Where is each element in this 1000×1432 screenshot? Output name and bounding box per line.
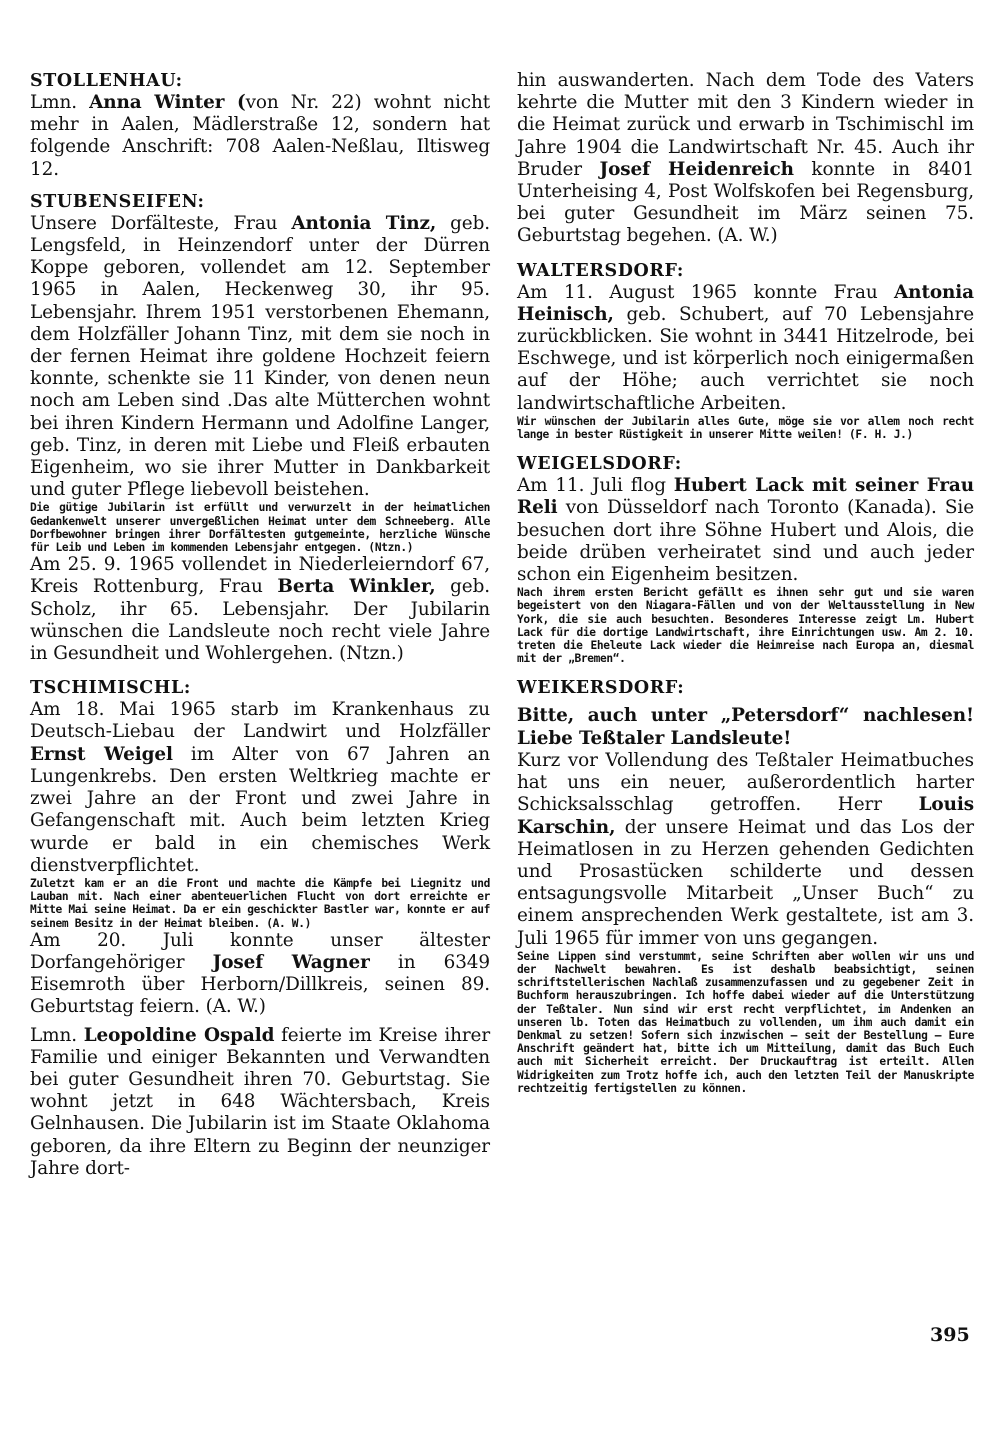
person-name: Antonia Tinz,	[291, 212, 437, 234]
stubenseifen-paragraph-2	[30, 554, 490, 665]
person-name: Louis Karschin,	[517, 794, 974, 838]
text-run: in 6349 Eisemroth über Herborn/Dillkreis, seinen 89. Geburtstag feiern. (A. W.)	[30, 951, 491, 1018]
text-run: Am 11. August 1965 konnte Frau	[517, 281, 895, 303]
person-name: Berta Winkler,	[277, 576, 436, 598]
section-heading-weigelsdorf: WEIGELSDORF:	[517, 454, 682, 475]
text-run: der unsere Heimat und das Los der Heimatlosen in zu Herzen gehenden Gedichten und Prosastücken schilderte und dessen entsagungsvolle Mitarbeit „Unser Buch“ zu einem ansprechenden Werk gestaltete, ist am 3. Juli 1965 für immer von uns gegangen.	[517, 816, 974, 949]
text-run: Am 18. Mai 1965 starb im Krankenhaus zu Deutsch-Liebau der Landwirt und Holzfäller	[30, 699, 490, 743]
stubenseifen-paragraph-1	[30, 213, 490, 502]
stollenhau-paragraph	[30, 92, 490, 181]
text-run: Kurz vor Vollendung des Teßtaler Heimatbuches hat uns ein neuer, außerordentlich harter Schicksalsschlag getroffen. Herr	[517, 749, 974, 816]
tschimischl-paragraph-2	[30, 930, 490, 1019]
text-run: Am 11. Juli flog	[517, 475, 674, 497]
weikersdorf-paragraph	[517, 750, 974, 950]
text-run: feierte im Kreise ihrer Familie und einiger Bekannten und Verwandten bei guter Gesundheit ihren 70. Geburtstag. Sie wohnt jetzt in 648 Wächtersbach, Kreis Gelnhausen. Die Jubilarin ist im Staate Oklahoma geboren, da ihre Eltern zu Beginn der neunziger Jahre dort-	[30, 1024, 491, 1179]
text-run: Lmn.	[30, 1024, 84, 1046]
section-heading-stollenhau: STOLLENHAU:	[30, 71, 183, 91]
page-number: 395	[930, 1324, 970, 1346]
tschimischl-small-paragraph: Zuletzt kam er an die Front und machte die Kämpfe bei Liegnitz und Lauban mit. Nach einer abenteuerlichen Flucht von dort erreichte er Mitte Mai seine Heimat. Da er ein geschickter Bastler war, konnte er auf seinem Besitz in der Heimat bleiben. (A. W.)	[30, 876, 490, 930]
person-name: Antonia Heinisch,	[517, 281, 974, 325]
stubenseifen-small-paragraph: Die gütige Jubilarin ist erfüllt und verwurzelt in der heimatlichen Gedankenwelt unserer unvergeßlichen Heimat unter dem Schneeberg. Alle Dorfbewohner bringen ihrer Dorfältesten gutgemeinte, herzliche Wünsche für Leib und Leben im kommenden Lebensjahr entgegen. (Ntzn.)	[30, 501, 490, 555]
weikersdorf-notice: Bitte, auch unter „Petersdorf“ nachlesen! Liebe Teßtaler Landsleute!	[517, 705, 974, 749]
right-column	[517, 70, 974, 1095]
tschimischl-paragraph-1	[30, 699, 490, 877]
section-heading-tschimischl: TSCHIMISCHL:	[30, 678, 191, 699]
section-heading-weikersdorf: WEIKERSDORF:	[517, 678, 685, 699]
text-run: hin auswanderten. Nach dem Tode des Vaters kehrte die Mutter mit den 3 Kindern wieder in die Heimat zurück und erwarb in Tschimischl im Jahre 1904 die Landwirtschaft Nr. 45. Auch ihr Bruder	[517, 70, 974, 180]
text-run: konnte in 8401 Unterheising 4, Post Wolfskofen bei Regensburg, bei guter Gesundheit im März seinen 75. Geburtstag begehen. (A. W.)	[517, 158, 974, 247]
weigelsdorf-small-paragraph: Nach ihrem ersten Bericht gefällt es ihnen sehr gut und sie waren begeistert von den Niagara-Fällen und von der Weltausstellung in New York, die sie auch besuchten. Besonderes Interesse zeigt Lm. Hubert Lack für die dortige Landwirtschaft, ihre Einrichtungen usw. Am 2. 10. treten die Eheleute Lack wieder die Heimreise nach Europa an, diesmal mit der „Bremen“.	[517, 586, 974, 666]
weigelsdorf-paragraph	[517, 475, 974, 586]
text-run: Lmn.	[30, 92, 90, 113]
waltersdorf-paragraph	[517, 282, 974, 415]
person-name: Josef Heidenreich	[599, 158, 794, 180]
left-column	[30, 70, 490, 1180]
person-name: Hubert Lack mit seiner Frau Reli	[517, 475, 974, 519]
text-run: geb. Schubert, auf 70 Lebensjahre zurückblicken. Sie wohnt in 3441 Hitzelrode, bei Eschwege, und ist körperlich noch einigermaßen auf der Höhe; auch verrichtet sie noch landwirtschaftliche Arbeiten.	[517, 303, 974, 414]
person-name: Anna Winter (	[89, 92, 246, 113]
text-run: von Nr. 22) wohnt nicht mehr in Aalen, Mädlerstraße 12, sondern hat folgende Anschrift: 708 Aalen-Neßlau, Iltisweg 12.	[30, 92, 491, 180]
section-heading-waltersdorf: WALTERSDORF:	[517, 260, 684, 281]
person-name: Leopoldine Ospald	[83, 1024, 275, 1046]
text-run: Unsere Dorfälteste, Frau	[30, 212, 292, 234]
person-name: Josef Wagner	[212, 951, 370, 973]
tschimischl-continuation	[517, 70, 974, 248]
text-run: im Alter von 67 Jahren an Lungenkrebs. Den ersten Weltkrieg machte er zwei Jahre an der Front und zwei Jahre in Gefangenschaft mit. Auch beim letzten Krieg wurde er bald in ein chemisches Werk dienstverpflichtet.	[30, 743, 490, 876]
section-heading-stubenseifen: STUBENSEIFEN:	[30, 191, 205, 212]
text-run: geb. Lengsfeld, in Heinzendorf unter der Dürren Koppe geboren, vollendet am 12. September 1965 in Aalen, Heckenweg 30, ihr 95. Lebensjahr. Ihrem 1951 verstorbenen Ehemann, dem Holzfäller Johann Tinz, mit dem sie noch in der fernen Heimat ihre goldene Hochzeit feiern konnte, schenkte sie 11 Kinder, von denen neun noch am Leben sind .Das alte Mütterchen wohnt bei ihren Kindern Hermann und Adolfine Langer, geb. Tinz, in deren mit Liebe und Fleiß erbauten Eigenheim, wo sie ihrer Mutter in Dankbarkeit und guter Pflege liebevoll beistehen.	[30, 212, 490, 501]
text-run: von Düsseldorf nach Toronto (Kanada). Sie besuchen dort ihre Söhne Hubert und Alois, die beide drüben verheiratet sind und auch jeder schon ein Eigenheim besitzen.	[517, 497, 974, 586]
text-run: geb. Scholz, ihr 65. Lebensjahr. Der Jubilarin wünschen die Landsleute noch recht viele Jahre in Gesundheit und Wohlergehen. (Ntzn.)	[30, 576, 490, 665]
waltersdorf-small-paragraph: Wir wünschen der Jubilarin alles Gute, möge sie vor allem noch recht lange in bester Rüstigkeit in unserer Mitte weilen! (F. H. J.)	[517, 414, 974, 442]
weikersdorf-small-paragraph: Seine Lippen sind verstummt, seine Schriften aber wollen wir uns und der Nachwelt bewahren. Es ist deshalb beabsichtigt, seinen schriftstellerischen Nachlaß zusammenzufassen und zu gegebener Zeit in Buchform herauszubringen. Ich hoffe dabei wieder auf die Unterstützung der Teßtaler. Nun sind wir erst recht verpflichtet, im Andenken an unseren lb. Toten das Heimatbuch zu vollenden, um ihm auch damit ein Denkmal zu setzen! Sofern sich inzwischen — seit der Bestellung — Eure Anschrift geändert hat, bitte ich um Mitteilung, damit das Buch Euch auch mit Sicherheit erreicht. Der Druckauftrag ist erteilt. Allen Widrigkeiten zum Trotz hoffe ich, auch den letzten Teil der Manuskripte rechtzeitig fertigstellen zu können.	[517, 949, 974, 1095]
tschimischl-paragraph-3	[30, 1025, 490, 1180]
text-run: Am 20. Juli konnte unser ältester Dorfangehöriger	[30, 929, 490, 973]
person-name: Ernst Weigel	[30, 743, 173, 765]
text-run: Am 25. 9. 1965 vollendet in Niederleierndorf 67, Kreis Rottenburg, Frau	[30, 554, 490, 598]
